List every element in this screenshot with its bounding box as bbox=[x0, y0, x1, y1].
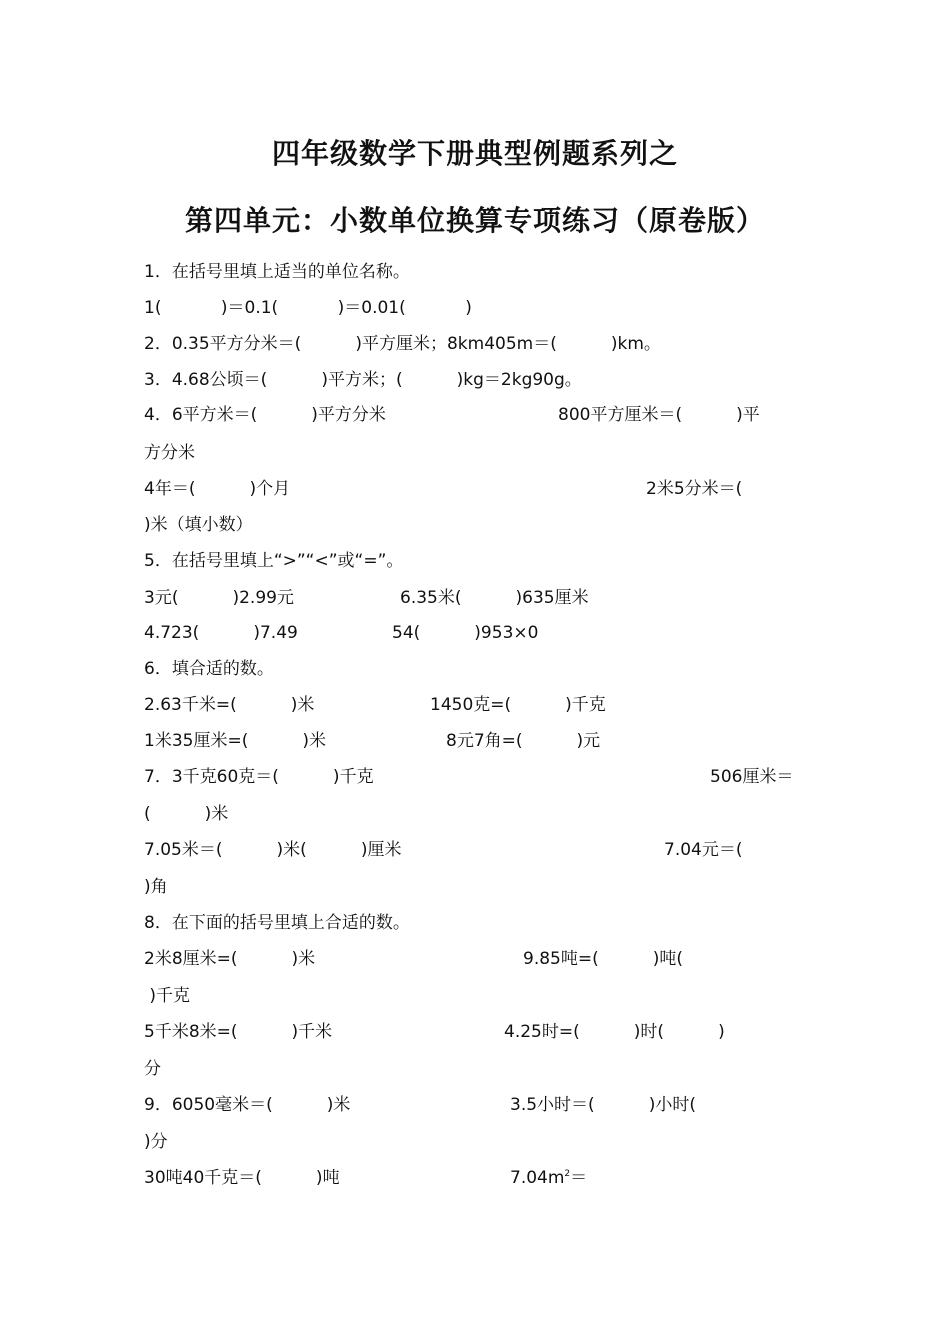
question-4-part-b: 800平方厘米＝( )平 bbox=[558, 405, 760, 425]
question-4-part-b-cont: 方分米 bbox=[144, 443, 195, 463]
question-5-part-d: 54( )953×0 bbox=[392, 623, 539, 643]
question-9-part-a: 9．6050毫米＝( )米 bbox=[144, 1095, 351, 1115]
equals-sign: ＝ bbox=[570, 1168, 588, 1188]
question-9-part-b-cont: )分 bbox=[144, 1132, 168, 1152]
question-1-blanks: 1( )＝0.1( )＝0.01( ) bbox=[144, 298, 472, 318]
question-6-part-c: 1米35厘米=( )米 bbox=[144, 731, 326, 751]
question-3: 3．4.68公顷＝( )平方米；( )kg＝2kg90g。 bbox=[144, 370, 582, 390]
question-5-part-c: 4.723( )7.49 bbox=[144, 623, 298, 643]
question-7-part-a: 7．3千克60克＝( )千克 bbox=[144, 767, 374, 787]
page-title-unit: 第四单元：小数单位换算专项练习（原卷版） bbox=[184, 204, 765, 237]
question-9-part-d bbox=[510, 1167, 587, 1189]
question-8-part-c: 5千米8米=( )千米 bbox=[144, 1022, 333, 1042]
question-7-part-d-cont: )角 bbox=[144, 877, 168, 897]
question-9-part-b: 3.5小时＝( )小时( bbox=[510, 1095, 696, 1115]
question-7-part-c: 7.05米＝( )米( )厘米 bbox=[144, 840, 402, 860]
question-8-part-b: 9.85吨=( )吨( bbox=[523, 949, 684, 969]
question-4-part-d: 2米5分米＝( bbox=[646, 479, 743, 499]
question-8-part-d: 4.25时=( )时( ) bbox=[504, 1022, 725, 1042]
question-4-part-d-cont: )米（填小数） bbox=[144, 515, 253, 535]
question-5-prompt: 5．在括号里填上“>”“<”或“=”。 bbox=[144, 551, 404, 571]
question-7-part-b-cont: ( )米 bbox=[144, 804, 229, 824]
question-5-part-a: 3元( )2.99元 bbox=[144, 588, 294, 608]
area-exponent: 2 bbox=[564, 1169, 571, 1179]
question-8-prompt: 8．在下面的括号里填上合适的数。 bbox=[144, 913, 410, 933]
question-6-part-a: 2.63千米=( )米 bbox=[144, 695, 315, 715]
question-7-part-b: 506厘米＝ bbox=[710, 767, 794, 787]
question-5-part-b: 6.35米( )635厘米 bbox=[400, 588, 589, 608]
question-8-part-b-cont: )千克 bbox=[144, 986, 191, 1006]
question-4-part-c: 4年＝( )个月 bbox=[144, 479, 291, 499]
question-6-part-b: 1450克=( )千克 bbox=[430, 695, 606, 715]
question-6-part-d: 8元7角=( )元 bbox=[446, 731, 601, 751]
question-6-prompt: 6．填合适的数。 bbox=[144, 659, 274, 679]
question-9-part-c: 30吨40千克＝( )吨 bbox=[144, 1168, 340, 1188]
area-value: 7.04m bbox=[510, 1168, 565, 1188]
question-7-part-d: 7.04元＝( bbox=[664, 840, 743, 860]
page-title-series: 四年级数学下册典型例题系列之 bbox=[271, 137, 678, 170]
question-8-part-a: 2米8厘米=( )米 bbox=[144, 949, 316, 969]
question-4-part-a: 4．6平方米＝( )平方分米 bbox=[144, 405, 386, 425]
question-8-part-d-cont: 分 bbox=[144, 1059, 161, 1079]
question-1-prompt: 1．在括号里填上适当的单位名称。 bbox=[144, 262, 410, 282]
question-2: 2．0.35平方分米＝( )平方厘米；8km405m＝( )km。 bbox=[144, 334, 661, 354]
